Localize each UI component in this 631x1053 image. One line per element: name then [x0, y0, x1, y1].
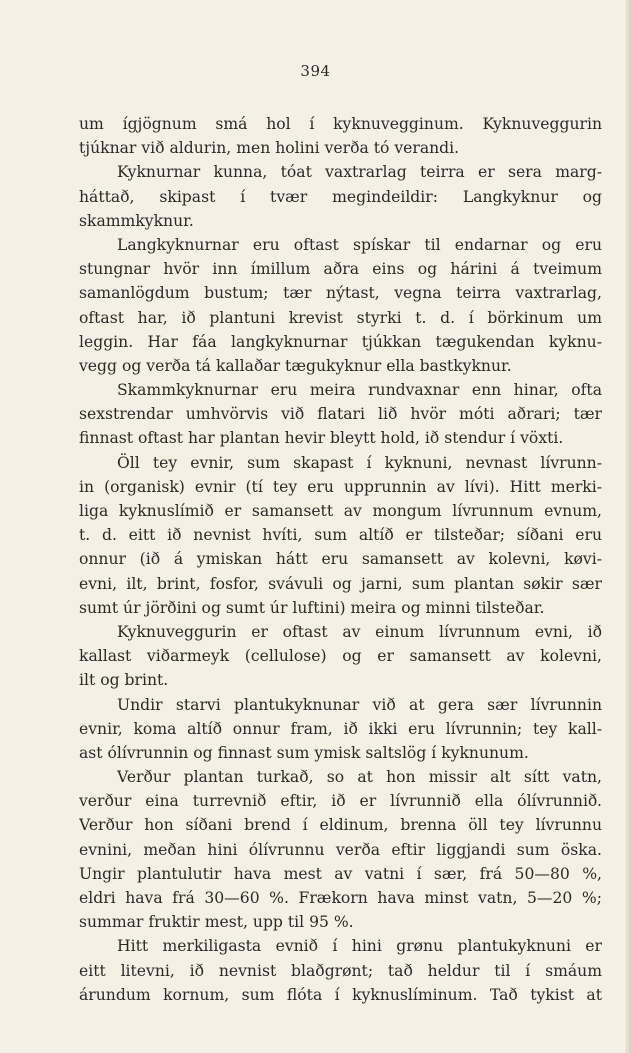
text-line: sumt úr jörðini og sumt úr luftini) meira og minni tilsteðar.	[79, 598, 545, 617]
text-line: evnini, meðan hini ólívrunnu verða eftir liggjandi sum öska.	[79, 840, 602, 859]
text-line: kallast viðarmeyk (cellulose) og er samansett av kolevni,	[79, 647, 602, 666]
text-line: sexstrendar umhvörvis við flatari lið hvör móti aðrari; tær	[79, 405, 602, 424]
text-line: Skammkyknurnar eru meira rundvaxnar enn hinar, ofta	[117, 381, 602, 400]
text-line: Kyknuveggurin er oftast av einum lívrunnum evni, ið	[117, 622, 602, 641]
text-line: Öll tey evnir, sum skapast í kyknuni, nevnast lívrunn-	[117, 453, 602, 472]
text-line: samanlögdum bustum; tær nýtast, vegna teirra vaxtrarlag,	[79, 284, 602, 303]
text-line: oftast har, ið plantuni krevist styrki t. d. í börkinum um	[79, 308, 602, 327]
page-number: 394	[300, 62, 331, 80]
text-line: eitt litevni, ið nevnist blaðgrønt; tað heldur til í smáum	[79, 961, 602, 980]
text-line: leggin. Har fáa langkyknurnar tjúkkan tægukendan kyknu-	[79, 332, 602, 351]
text-line: ilt og brint.	[79, 671, 169, 690]
body-text	[79, 112, 602, 1007]
text-line: Undir starvi plantukyknunar við at gera sær lívrunnin	[117, 695, 602, 714]
text-line: finnast oftast har plantan hevir bleytt hold, ið stendur í vöxti.	[79, 429, 564, 448]
text-line: skammkyknur.	[79, 211, 194, 230]
text-line: onnur (ið á ymiskan hátt eru samansett av kolevni, køvi-	[79, 550, 602, 569]
text-line: Verður plantan turkað, so at hon missir alt sítt vatn,	[117, 768, 602, 787]
text-line: vegg og verða tá kallaðar tægukyknur ella bastkyknur.	[79, 356, 512, 375]
text-line: liga kyknuslímið er samansett av mongum lívrunnum evnum,	[79, 502, 602, 520]
text-line: summar fruktir mest, upp til 95 %.	[79, 913, 354, 932]
text-line: verður eina turrevnið eftir, ið er lívrunnið ella ólívrunnið.	[79, 792, 602, 811]
page-edge	[625, 0, 631, 1053]
text-line: árundum kornum, sum flóta í kyknuslíminum. Tað tykist at	[79, 985, 602, 1004]
text-line: tjúknar við aldurin, men holini verða tó verandi.	[79, 139, 460, 158]
text-line: t. d. eitt ið nevnist hvíti, sum altíð er tilsteðar; síðani eru	[79, 526, 602, 545]
text-line: eldri hava frá 30—60 %. Frækorn hava minst vatn, 5—20 %;	[79, 889, 602, 907]
text-line: Langkyknurnar eru oftast spískar til endarnar og eru	[117, 235, 602, 254]
text-line: Hitt merkiligasta evnið í hini grønu plantukyknuni er	[117, 937, 602, 956]
text-line: um ígjögnum smá hol í kyknuvegginum. Kyknuveggurin	[79, 115, 602, 133]
text-line: ast ólívrunnin og finnast sum ymisk saltslög í kyknunum.	[79, 743, 529, 762]
text-line: evni, ilt, brint, fosfor, svávuli og jarni, sum plantan søkir sær	[79, 574, 602, 593]
text-line: Verður hon síðani brend í eldinum, brenna öll tey lívrunnu	[79, 816, 602, 835]
text-line: háttað, skipast í tvær megindeildir: Langkyknur og	[79, 187, 602, 206]
text-line: stungnar hvör inn ímillum aðra eins og hárini á tveimum	[79, 260, 602, 279]
text-line: Ungir plantulutir hava mest av vatni í sær, frá 50—80 %,	[79, 864, 602, 883]
text-line: evnir, koma altíð onnur fram, ið ikki eru lívrunnin; tey kall-	[79, 719, 602, 738]
text-line: in (organisk) evnir (tí tey eru upprunnin av lívi). Hitt merki-	[79, 477, 602, 496]
text-line: Kyknurnar kunna, tóat vaxtrarlag teirra er sera marg-	[117, 163, 602, 182]
